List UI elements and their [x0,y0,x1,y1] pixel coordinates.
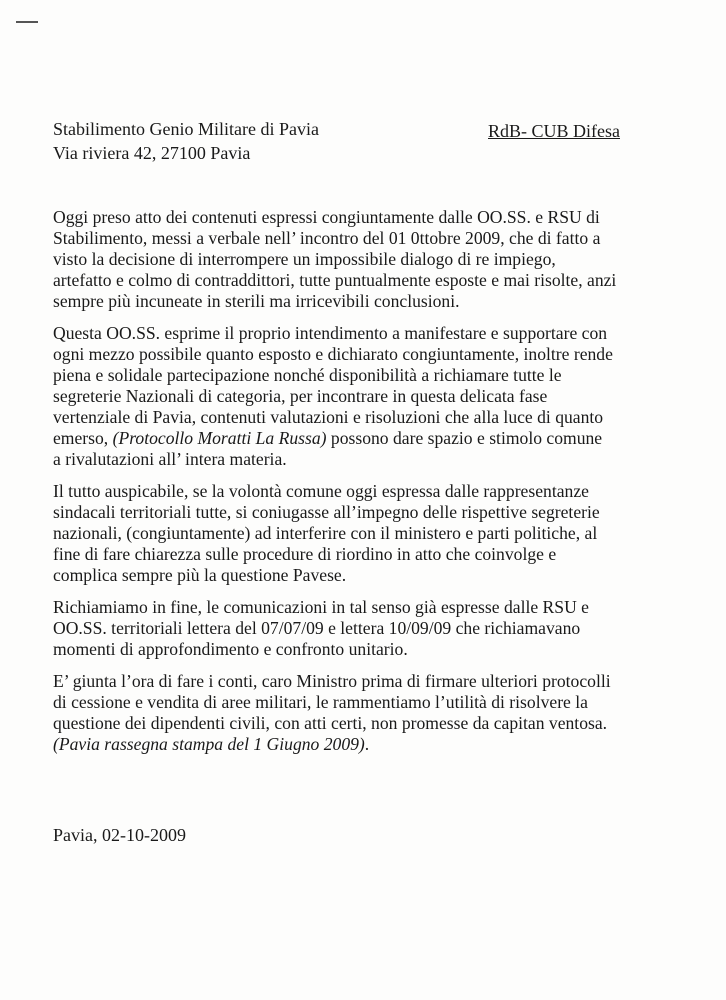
text-line: di cessione e vendita di aree militari, le rammentiamo l’utilità di risolvere la [53,692,588,712]
text-line: questione dei dipendenti civili, con atti certi, non promesse da capitan ventosa. [53,713,608,733]
sender-address [53,117,319,165]
text-line [53,428,675,449]
letter-body [53,207,675,766]
text-line: ogni mezzo possibile quanto esposto e dichiarato congiuntamente, inoltre rende [53,344,613,364]
text-line: Stabilimento, messi a verbale nell’ incontro del 01 0ttobre 2009, che di fatto a [53,228,601,248]
text-line: Oggi preso atto dei contenuti espressi congiuntamente dalle OO.SS. e RSU di [53,207,600,227]
sender-street: Via riviera 42, 27100 Pavia [53,143,251,163]
text-line: nazionali, (congiuntamente) ad interferire con il ministero e parti politiche, al [53,523,598,543]
press-citation: (Pavia rassegna stampa del 1 Giugno 2009) [53,734,365,754]
paragraph-4 [53,597,675,660]
text-fragment: possono dare spazio e stimolo comune [326,428,603,448]
text-line: Questa OO.SS. esprime il proprio intendimento a manifestare e supportare con [53,323,608,343]
place-and-date: Pavia, 02-10-2009 [53,825,186,845]
text-line: Il tutto auspicabile, se la volontà comune oggi espressa dalle rappresentanze [53,481,589,501]
paragraph-1 [53,207,675,312]
protocol-reference: (Protocollo Moratti La Russa) [112,428,327,448]
text-fragment: . [364,734,370,754]
text-line: fine di fare chiarezza sulle procedure di riordino in atto che coinvolge e [53,544,557,564]
corner-mark [16,21,38,23]
text-line: sempre più incuneate in sterili ma irricevibili conclusioni. [53,291,460,311]
text-line: segreterie Nazionali di categoria, per incontrare in questa delicata fase [53,386,548,406]
text-line: piena e solidale partecipazione nonché disponibilità a richiamare tutte le [53,365,562,385]
text-line: visto la decisione di interrompere un impossibile dialogo di re impiego, [53,249,556,269]
text-line: sindacali territoriali tutte, si coniugasse all’impegno delle rispettive segreterie [53,502,600,522]
text-line: complica sempre più la questione Pavese. [53,565,347,585]
text-line: vertenziale di Pavia, contenuti valutazioni e risoluzioni che alla luce di quanto [53,407,604,427]
paragraph-3 [53,481,675,586]
text-line: artefatto e colmo di contraddittori, tutte puntualmente esposte e mai risolte, anzi [53,270,617,290]
text-line: E’ giunta l’ora di fare i conti, caro Ministro prima di firmare ulteriori protocolli [53,671,611,691]
text-line [53,734,675,755]
text-line: momenti di approfondimento e confronto unitario. [53,639,408,659]
text-line: Richiamiamo in fine, le comunicazioni in tal senso già espresse dalle RSU e [53,597,589,617]
sender-name: Stabilimento Genio Militare di Pavia [53,119,319,139]
organization-heading: RdB- CUB Difesa [488,121,620,141]
text-fragment: emerso, [53,428,113,448]
paragraph-5 [53,671,675,755]
text-line: OO.SS. territoriali lettera del 07/07/09 e lettera 10/09/09 che richiamavano [53,618,581,638]
text-line: a rivalutazioni all’ intera materia. [53,449,287,469]
paragraph-2 [53,323,675,470]
